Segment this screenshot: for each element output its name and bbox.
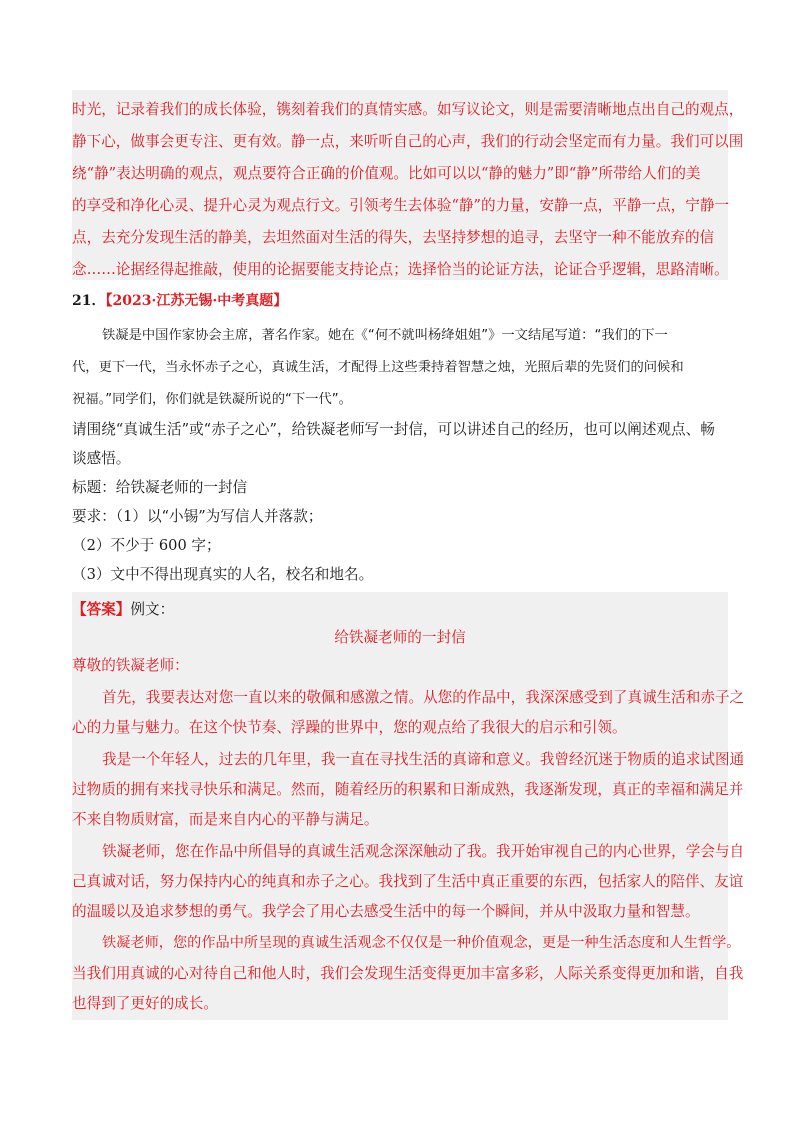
analysis-line: 点，去充分发现生活的静美，去坦然面对生活的得失，去坚持梦想的追寻，去坚守一种不能放弃的信 <box>72 229 715 246</box>
essay-line: 我是一个年轻人，过去的几年里，我一直在寻找生活的真谛和意义。我曾经沉迷于物质的追求试图通 <box>102 751 745 768</box>
requirement-line: （3）文中不得出现真实的人名，校名和地名。 <box>72 566 374 583</box>
essay-line: 己真诚对话，努力保持内心的纯真和赤子之心。我找到了生活中真正重要的东西，包括家人的陪伴、友谊 <box>72 873 744 890</box>
essay-line: 过物质的拥有来找寻快乐和满足。然而，随着经历的积累和日渐成熟，我逐渐发现，真正的幸福和满足并 <box>72 781 744 798</box>
prompt-line: 请围绕“真诚生活”或“赤子之心”，给铁凝老师写一封信，可以讲述自己的经历，也可以阐述观点、畅 <box>72 421 715 438</box>
essay-title: 给铁凝老师的一封信 <box>334 629 466 646</box>
question-number: 21． <box>72 293 106 309</box>
essay-line: 首先，我要表达对您一直以来的敬佩和感激之情。从您的作品中，我深深感受到了真诚生活和赤子之 <box>102 689 745 706</box>
analysis-block <box>72 90 744 280</box>
prompt-line: 谈感悟。 <box>72 450 131 467</box>
passage-line: 代，更下一代，当永怀赤子之心，真诚生活，才配得上这些秉持着智慧之烛，光照后辈的先贤们的问候和 <box>72 360 684 375</box>
answer-label: 【答案】 <box>72 601 131 618</box>
answer-label-line <box>72 598 174 619</box>
analysis-line: 静下心，做事会更专注、更有效。静一点，来听听自己的心声，我们的行动会坚定而有力量。我们可以围 <box>72 133 744 150</box>
analysis-line: 的享受和净化心灵、提升心灵为观点行文。引领考生去体验“静”的力量，安静一点，平静一点，宁静一 <box>72 197 730 214</box>
essay-line: 不来自物质财富，而是来自内心的平静与满足。 <box>72 811 379 828</box>
analysis-line: 念……论据经得起推敲，使用的论据要能支持论点；选择恰当的论证方法，论证合乎逻辑，思路清晰。 <box>72 261 729 278</box>
passage-line: 祝福。”同学们，你们就是铁凝所说的“下一代”。 <box>72 392 352 407</box>
answer-block <box>72 592 745 1020</box>
essay-line: 心的力量与魅力。在这个快节奏、浮躁的世界中，您的观点给了我很大的启示和引领。 <box>72 719 627 736</box>
question-header <box>72 290 287 310</box>
essay-greeting: 尊敬的铁凝老师： <box>72 657 189 674</box>
analysis-line: 绕“静”表达明确的观点，观点要符合正确的价值观。比如可以以“静的魅力”即“静”所带给人们的美 <box>72 165 701 182</box>
requirement-line: （2）不少于 600 字； <box>72 537 221 554</box>
essay-line: 也得到了更好的成长。 <box>72 995 218 1012</box>
essay-line: 铁凝老师，您的作品中所呈现的真诚生活观念不仅仅是一种价值观念，更是一种生活态度和人生哲学。 <box>102 935 741 951</box>
title-line: 标题：给铁凝老师的一封信 <box>72 479 248 496</box>
essay-line: 当我们用真诚的心对待自己和他人时，我们会发现生活变得更加丰富多彩，人际关系变得更加和谐，自我 <box>72 965 744 982</box>
question-block <box>72 284 728 584</box>
essay-line: 铁凝老师，您在作品中所倡导的真诚生活观念深深触动了我。我开始审视自己的内心世界，学会与自 <box>102 843 745 860</box>
passage-line: 铁凝是中国作家协会主席，著名作家。她在《“何不就叫杨绛姐姐”》一文结尾写道：“我们的下一 <box>102 328 668 343</box>
analysis-line: 时光，记录着我们的成长体验，镌刻着我们的真情实感。如写议论文，则是需要清晰地点出自己的观点， <box>72 101 744 118</box>
question-source: 【2023·江苏无锡·中考真题】 <box>105 293 288 309</box>
essay-line: 的温暖以及追求梦想的勇气。我学会了用心去感受生活中的每一个瞬间，并从中汲取力量和智慧。 <box>72 903 700 920</box>
requirement-line: 要求：（1）以“小锡”为写信人并落款； <box>72 508 323 525</box>
answer-label-suffix: 例文： <box>130 601 175 618</box>
